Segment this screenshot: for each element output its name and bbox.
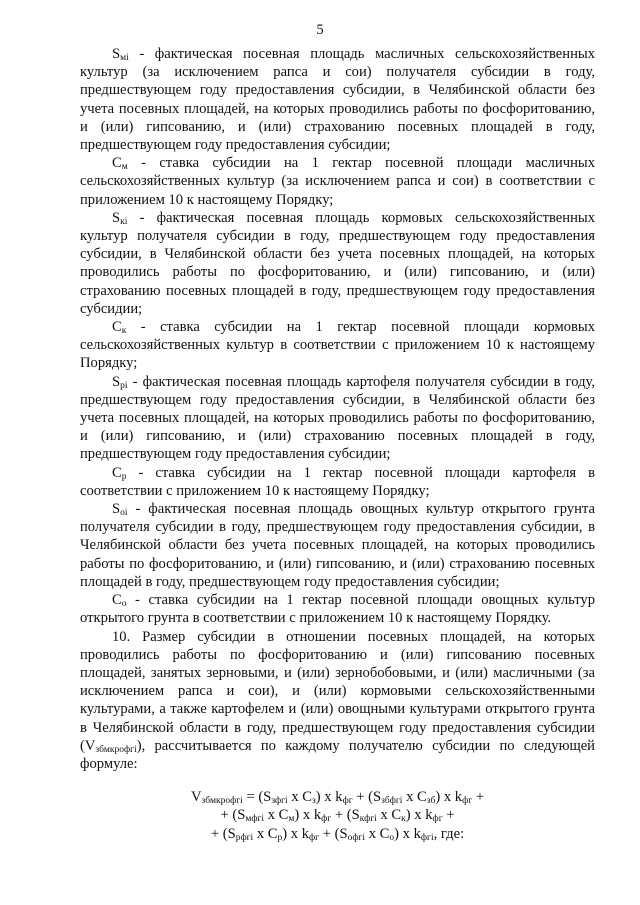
formula-subscript: офгi xyxy=(347,832,366,843)
formula xyxy=(80,788,595,843)
definition-symbol: С xyxy=(112,155,122,172)
formula-subscript: зб xyxy=(426,796,436,807)
definition-text: - фактическая посевная площадь овощных культур открытого грунта получателя субсидии в году, предшествующем году предоставления субсидии, в Челябинской области без учета посевных площадей, на которых проводились работы по фосфоритованию, и (или) гипсованию, и (или) страхованию посевных площадей в году, предшествующем году предоставления субсидии; xyxy=(80,501,595,590)
definition-text: - фактическая посевная площадь кормовых сельскохозяйственных культур получателя субсидии в году, предшествующем году предоставления субсидии, в Челябинской области без учета посевных площадей, на которых проводились работы по фосфоритованию, и (или) гипсованию, и (или) страхованию посевных площадей в году, предшествующем году предоставления субсидии; xyxy=(80,209,595,317)
formula-term: x C xyxy=(287,789,313,806)
paragraph-10-text: 10. Размер субсидии в отношении посевных площадей, на которых проводились работы по фосфоритованию и (или) гипсованию посевных площадей, занятых зерновыми, и (или) зернобобовыми, и (или) масличными (за исключением рапса и сои), и (или) кормовыми сельскохозяйственными культурами, а также картофелем и (или) овощными культурами открытого грунта в Челябинской области в году, предшествующем году предоставления субсидии (V xyxy=(80,628,595,754)
formula-term: V xyxy=(190,789,202,806)
definition-symbol-subscript: рi xyxy=(120,380,128,391)
definition-paragraph xyxy=(80,464,595,500)
formula-term: x C xyxy=(264,807,289,824)
definition-symbol-subscript: оi xyxy=(120,508,128,519)
definition-paragraph xyxy=(80,209,595,318)
formula-subscript: рфгi xyxy=(235,832,254,843)
document-body xyxy=(80,45,595,843)
definition-symbol-subscript: р xyxy=(121,471,127,482)
definition-text: - фактическая посевная площадь картофеля получателя субсидии в году, предшествующем году предоставления субсидии, в Челябинской области без учета посевных площадей, на которых проводились работы по фосфоритованию, и (или) гипсованию, и (или) страхованию посевных площадей в году, предшествующем году предоставления субсидии; xyxy=(80,373,595,463)
definition-paragraph xyxy=(80,45,595,154)
definition-symbol-subscript: м xyxy=(121,162,128,173)
formula-subscript: кфгi xyxy=(359,814,377,825)
definition-text: - ставка субсидии на 1 гектар посевной площади овощных культур открытого грунта в соответствии с приложением 10 к настоящему Порядку. xyxy=(80,592,595,627)
formula-term: + (S xyxy=(210,825,236,842)
definition-text: - ставка субсидии на 1 гектар посевной площади картофеля в соответствии с приложением 10 к настоящему Порядку; xyxy=(80,464,595,499)
formula-subscript: к xyxy=(401,814,406,825)
formula-term: + (S xyxy=(331,807,360,824)
formula-term: x C xyxy=(253,825,278,842)
page-number: 5 xyxy=(316,22,324,38)
formula-term: + xyxy=(472,789,485,806)
definition-symbol: S xyxy=(112,501,121,518)
paragraph-10-subscript: збмкрофгi xyxy=(95,744,137,755)
formula-subscript: фг xyxy=(321,814,332,825)
formula-subscript: о xyxy=(389,832,395,843)
paragraph-10-text-end: ), рассчитывается по каждому получателю субсидии по следующей формуле: xyxy=(80,737,595,772)
formula-subscript: р xyxy=(277,832,283,843)
formula-term: ) x k xyxy=(394,825,421,842)
paragraph-10 xyxy=(80,628,595,774)
formula-subscript: мфгi xyxy=(245,814,265,825)
formula-term: ) x k xyxy=(435,789,463,806)
definition-paragraph xyxy=(80,591,595,627)
definition-symbol: S xyxy=(112,209,121,226)
definition-text: - фактическая посевная площадь масличных сельскохозяйственных культур (за исключением рапса и сои) получателя субсидии в году, предшествующем году предоставления субсидии, в Челябинской области без учета посевных площадей, на которых проводились работы по фосфоритованию, и (или) гипсованию, и (или) страхованию посевных площадей в году, предшествующем году предоставления субсидии; xyxy=(80,46,595,154)
formula-term: + xyxy=(442,807,455,824)
formula-subscript: зфгi xyxy=(271,796,288,807)
formula-line-2 xyxy=(80,806,595,824)
formula-subscript: фг xyxy=(309,832,320,843)
formula-subscript: збмкрофгi xyxy=(201,796,243,807)
formula-term: x C xyxy=(402,789,427,806)
definition-paragraph xyxy=(80,318,595,373)
formula-term: + (S xyxy=(319,825,348,842)
formula-term: + (S xyxy=(352,789,382,806)
definition-paragraph xyxy=(80,154,595,209)
formula-term: ) x k xyxy=(405,807,433,824)
formula-term: = (S xyxy=(242,789,272,806)
formula-subscript: фг xyxy=(342,796,353,807)
definition-symbol: С xyxy=(112,319,122,336)
formula-line-3 xyxy=(80,825,595,843)
formula-subscript: збфгi xyxy=(381,796,403,807)
definition-text: - ставка субсидии на 1 гектар посевной площади кормовых сельскохозяйственных культур в соответствии с приложением 10 к настоящему Порядку; xyxy=(80,319,595,372)
formula-term: ) x k xyxy=(315,789,343,806)
definition-symbol: С xyxy=(112,464,122,481)
definitions-list xyxy=(80,45,595,628)
formula-term: x C xyxy=(376,807,402,824)
definition-paragraph xyxy=(80,500,595,591)
definition-symbol-subscript: кi xyxy=(120,216,128,227)
formula-subscript: фгi xyxy=(420,832,434,843)
formula-subscript: фг xyxy=(462,796,473,807)
definition-symbol: S xyxy=(112,373,121,390)
definition-text: - ставка субсидии на 1 гектар посевной площади масличных сельскохозяйственных культур (за исключением рапса и сои) в соответствии с приложением 10 к настоящему Порядку; xyxy=(80,155,595,208)
formula-line-1 xyxy=(80,788,595,806)
formula-subscript: м xyxy=(288,814,295,825)
formula-term: , где: xyxy=(433,825,465,842)
definition-paragraph xyxy=(80,373,595,464)
formula-term: ) x k xyxy=(282,825,310,842)
definition-symbol: S xyxy=(112,46,121,62)
formula-term: x C xyxy=(365,825,390,842)
formula-subscript: з xyxy=(312,796,316,807)
definition-symbol-subscript: о xyxy=(121,599,127,610)
definition-symbol-subscript: к xyxy=(121,326,127,337)
definition-symbol-subscript: мi xyxy=(120,53,129,63)
definition-symbol: С xyxy=(112,592,122,609)
formula-term: + (S xyxy=(220,807,246,824)
formula-subscript: фг xyxy=(432,814,443,825)
formula-term: ) x k xyxy=(294,807,322,824)
